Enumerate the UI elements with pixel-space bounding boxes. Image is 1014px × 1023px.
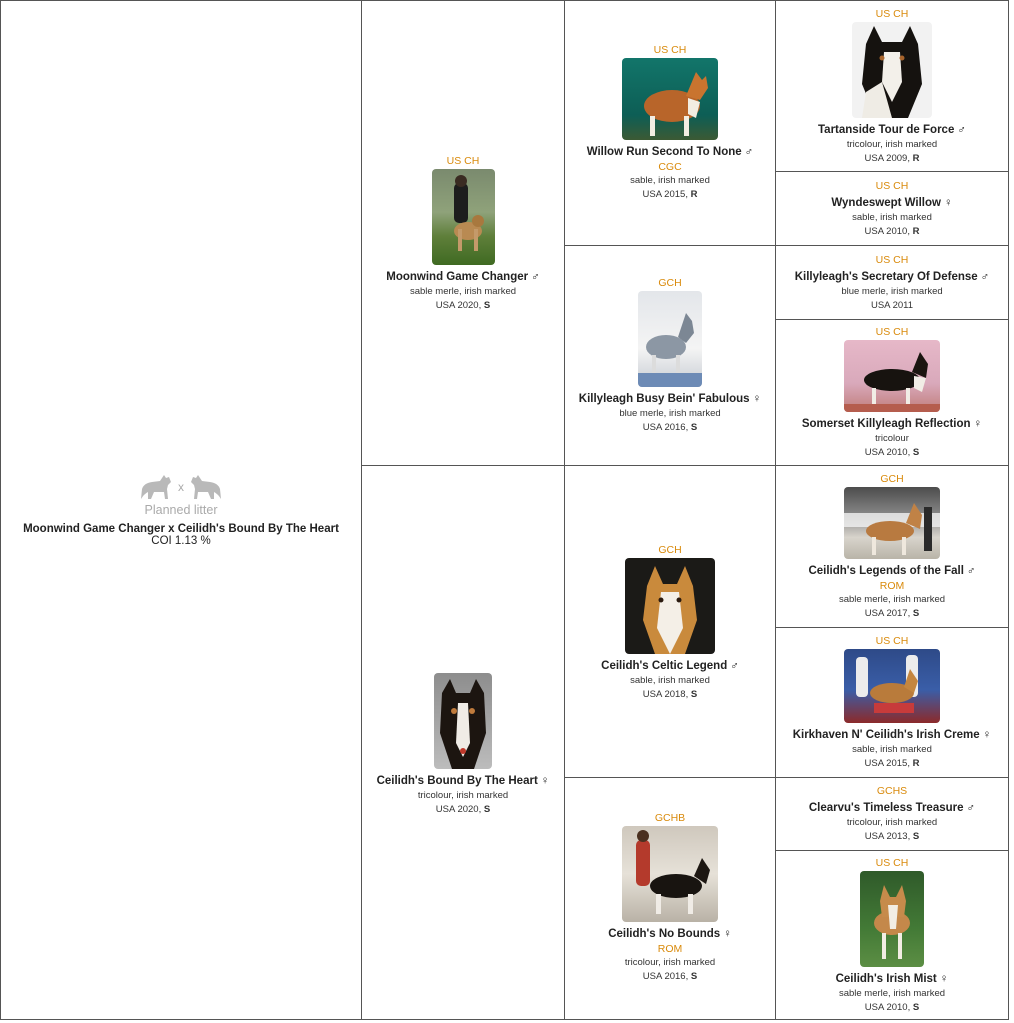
dog-country-year: USA 2010, (864, 447, 913, 458)
male-icon: ♂ (966, 802, 976, 814)
dog-photo[interactable] (434, 673, 492, 769)
female-icon: ♀ (752, 393, 762, 405)
dog-card-sd (565, 246, 775, 465)
dog-pair-icon (138, 473, 224, 501)
female-icon: ♀ (943, 196, 953, 209)
dog-name[interactable]: Kirkhaven N' Ceilidh's Irish Creme (792, 729, 980, 741)
dog-reg: R (912, 225, 920, 237)
dog-name[interactable]: Wyndeswept Willow (831, 196, 941, 209)
photo-collie-icon (844, 649, 940, 723)
dog-title: GCH (658, 277, 682, 289)
male-icon: ♂ (744, 146, 754, 158)
dog-card-dam (362, 466, 564, 1019)
planned-litter-label: Planned litter (144, 503, 218, 517)
litter-x: x (178, 480, 184, 494)
dog-reg: S (912, 831, 920, 842)
dog-photo[interactable] (625, 558, 715, 654)
dog-color: sable merle, irish marked (838, 594, 946, 605)
dog-reg: S (690, 971, 698, 982)
dog-name[interactable]: Moonwind Game Changer (386, 270, 529, 283)
dog-country-year: USA 2009, (864, 153, 913, 164)
dog-photo[interactable] (844, 487, 940, 559)
female-icon: ♀ (973, 418, 983, 430)
dog-title: US CH (875, 253, 909, 266)
dog-color: sable, irish marked (630, 675, 710, 686)
dog-card-dd (565, 778, 775, 1019)
male-icon: ♂ (531, 270, 540, 283)
dog-name[interactable]: Clearvu's Timeless Treasure (808, 802, 964, 814)
dog-card-sds (776, 246, 1008, 319)
dog-reg: R (912, 758, 920, 769)
dog-color: sable merle, irish marked (409, 285, 517, 297)
dog-color: sable, irish marked (852, 744, 932, 755)
dog-photo[interactable] (638, 291, 702, 387)
photo-collie-icon (852, 22, 932, 118)
dog-name[interactable]: Ceilidh's Celtic Legend (601, 660, 728, 672)
dog-title: US CH (875, 856, 909, 869)
male-icon: ♂ (730, 660, 739, 672)
photo-collie-icon (625, 558, 715, 654)
dog-card-sire (362, 1, 564, 465)
dog-title: GCH (658, 544, 682, 556)
dog-country-year: USA 2016, (642, 422, 691, 433)
dog-country-year: USA 2020, (435, 299, 484, 311)
dog-country-year: USA 2016, (642, 971, 691, 982)
dog-reg: S (690, 422, 698, 433)
dog-color: tricolour, irish marked (846, 139, 938, 150)
dog-name[interactable]: Ceilidh's Bound By The Heart (376, 775, 538, 787)
male-icon: ♂ (957, 124, 966, 136)
dog-title-secondary: CGC (658, 161, 682, 173)
dog-photo[interactable] (844, 649, 940, 723)
coi-value: COI 1.13 % (151, 535, 211, 547)
dog-color: tricolour, irish marked (846, 817, 938, 828)
photo-collie-icon (844, 487, 940, 559)
female-icon: ♀ (982, 729, 992, 741)
photo-collie-icon (434, 673, 492, 769)
dog-country-year: USA 2013, (864, 831, 913, 842)
dog-reg: R (690, 189, 698, 200)
dog-card-dds (776, 778, 1008, 850)
dog-title: US CH (875, 635, 909, 647)
dog-country-year: USA 2010, (864, 225, 913, 237)
dog-card-ss (565, 1, 775, 245)
dog-name[interactable]: Willow Run Second To None (586, 146, 742, 158)
dog-color: sable, irish marked (630, 175, 710, 186)
dog-right-icon (188, 473, 224, 501)
female-icon: ♀ (540, 775, 550, 787)
dog-title: US CH (653, 44, 687, 56)
dog-country-year: USA 2017, (864, 608, 913, 619)
photo-collie-icon (860, 871, 924, 967)
dog-name[interactable]: Ceilidh's No Bounds (608, 928, 721, 940)
dog-title: GCH (880, 473, 904, 485)
dog-card-sss (776, 1, 1008, 171)
dog-color: tricolour, irish marked (624, 957, 716, 968)
dog-name[interactable]: Tartanside Tour de Force (818, 124, 955, 136)
litter-name[interactable]: Moonwind Game Changer x Ceilidh's Bound By The Heart (23, 523, 339, 535)
dog-reg: S (483, 299, 491, 311)
dog-photo[interactable] (852, 22, 932, 118)
dog-name[interactable]: Somerset Killyleagh Reflection (801, 418, 971, 430)
dog-color: sable, irish marked (852, 211, 932, 223)
dog-card-dsd (776, 628, 1008, 777)
dog-title: US CH (875, 179, 909, 192)
dog-reg: R (912, 153, 920, 164)
dog-name[interactable]: Killyleagh's Secretary Of Defense (794, 270, 978, 283)
dog-photo[interactable] (622, 826, 718, 922)
dog-title: US CH (875, 326, 909, 338)
dog-color: blue merle, irish marked (841, 285, 943, 297)
dog-reg: S (690, 689, 698, 700)
photo-collie-icon (844, 340, 940, 412)
dog-photo[interactable] (622, 58, 718, 140)
dog-title: US CH (446, 154, 480, 167)
photo-collie-icon (622, 826, 718, 922)
dog-card-dss (776, 466, 1008, 627)
dog-country-year: USA 2015, (642, 189, 691, 200)
dog-photo[interactable] (432, 169, 495, 265)
dog-name[interactable]: Killyleagh Busy Bein' Fabulous (578, 393, 750, 405)
dog-reg: S (912, 608, 920, 619)
dog-name[interactable]: Ceilidh's Irish Mist (835, 972, 937, 985)
dog-country-year: USA 2011 (870, 299, 914, 311)
dog-color: sable merle, irish marked (838, 987, 946, 999)
dog-country-year: USA 2015, (864, 758, 913, 769)
dog-title: GCHS (876, 785, 908, 797)
dog-country-year: USA 2018, (642, 689, 691, 700)
photo-collie-icon (622, 58, 718, 140)
photo-figure-icon (432, 169, 495, 265)
photo-collie-icon (638, 291, 702, 387)
male-icon: ♂ (966, 565, 976, 577)
dog-title-secondary: ROM (879, 580, 905, 592)
female-icon: ♀ (723, 928, 732, 940)
female-icon: ♀ (939, 972, 949, 985)
dog-color: blue merle, irish marked (619, 408, 721, 419)
dog-left-icon (138, 473, 174, 501)
dog-photo[interactable] (844, 340, 940, 412)
dog-card-ds (565, 466, 775, 777)
dog-reg: S (483, 804, 491, 815)
dog-reg: S (912, 447, 920, 458)
dog-color: tricolour, irish marked (417, 790, 509, 801)
dog-title: GCHB (654, 812, 686, 824)
male-icon: ♂ (980, 270, 990, 283)
dog-name[interactable]: Ceilidh's Legends of the Fall (808, 565, 964, 577)
planned-litter-cell (1, 1, 361, 1019)
dog-card-sdd (776, 320, 1008, 465)
dog-reg: S (912, 1001, 920, 1013)
dog-color: tricolour (875, 433, 909, 444)
dog-title-secondary: ROM (657, 943, 683, 955)
dog-country-year: USA 2020, (435, 804, 484, 815)
dog-photo[interactable] (860, 871, 924, 967)
dog-card-ddd (776, 851, 1008, 1019)
dog-title: US CH (875, 8, 909, 20)
dog-card-ssd (776, 172, 1008, 245)
dog-country-year: USA 2010, (864, 1001, 913, 1013)
